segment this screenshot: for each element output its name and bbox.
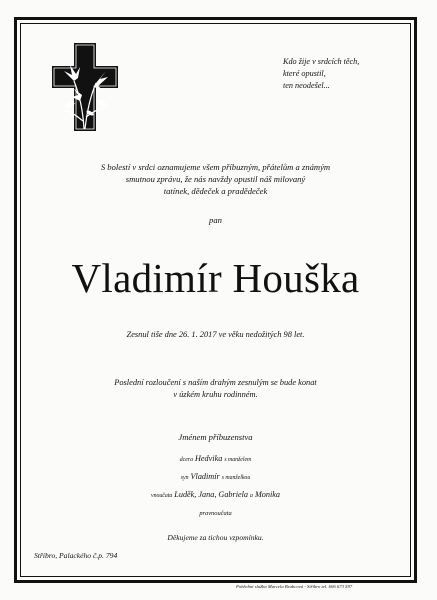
relation-suffix: s manželkou <box>221 475 251 481</box>
address: Stříbro, Palackého č.p. 794 <box>34 551 118 560</box>
relation-label: vnoučata <box>151 493 173 499</box>
farewell-line-1: Poslední rozloučení s naším drahým zesnulým se bude konat <box>114 378 317 387</box>
announcement-line-3: tatínek, dědeček a pradědeček <box>163 186 268 196</box>
cross-lily-icon <box>50 41 120 133</box>
thanks-line: Děkujeme za tichou vzpomínku. <box>167 533 264 542</box>
relation-suffix: s manželem <box>224 457 252 463</box>
family-row-daughter <box>20 454 411 463</box>
title-word: pan <box>209 215 222 225</box>
farewell-notice <box>20 377 411 400</box>
family-row-grandchildren <box>20 490 411 499</box>
family-row-son <box>20 472 411 481</box>
relative-name: Monika <box>254 490 280 499</box>
relation-label: dcera <box>179 457 193 463</box>
death-notice: Zesnul tiše dne 26. 1. 2017 ve věku nedožitých 98 let. <box>126 330 305 339</box>
motto-line-2: které opustil, <box>283 69 326 78</box>
announcement-line-2: smutnou zprávu, že nás navždy opustil náš milovaný <box>125 174 306 184</box>
motto-line-3: ten neodešel... <box>283 81 330 90</box>
farewell-line-2: v úzkém kruhu rodinném. <box>173 389 258 399</box>
motto <box>283 56 359 92</box>
printer-note: Pohřební služba Marcela Brabcová - Stříbro tel. 606 673 597 <box>236 584 353 589</box>
relative-name: Hedvika <box>195 454 223 463</box>
family-row-great-grandchildren: pravnoučata <box>199 510 232 517</box>
conjunction: a <box>250 493 253 499</box>
announcement <box>20 161 411 197</box>
relative-name: Vladimír <box>190 472 220 481</box>
family-heading: Jménem příbuzenstva <box>178 432 253 442</box>
relative-names: Luděk, Jana, Gabriela <box>174 490 248 499</box>
announcement-line-1: S bolestí v srdci oznamujeme všem příbuzným, přátelům a známým <box>100 162 331 172</box>
deceased-name: Vladimír Houška <box>71 255 360 301</box>
relation-label: syn <box>180 475 189 481</box>
motto-line-1: Kdo žije v srdcích těch, <box>283 57 360 66</box>
